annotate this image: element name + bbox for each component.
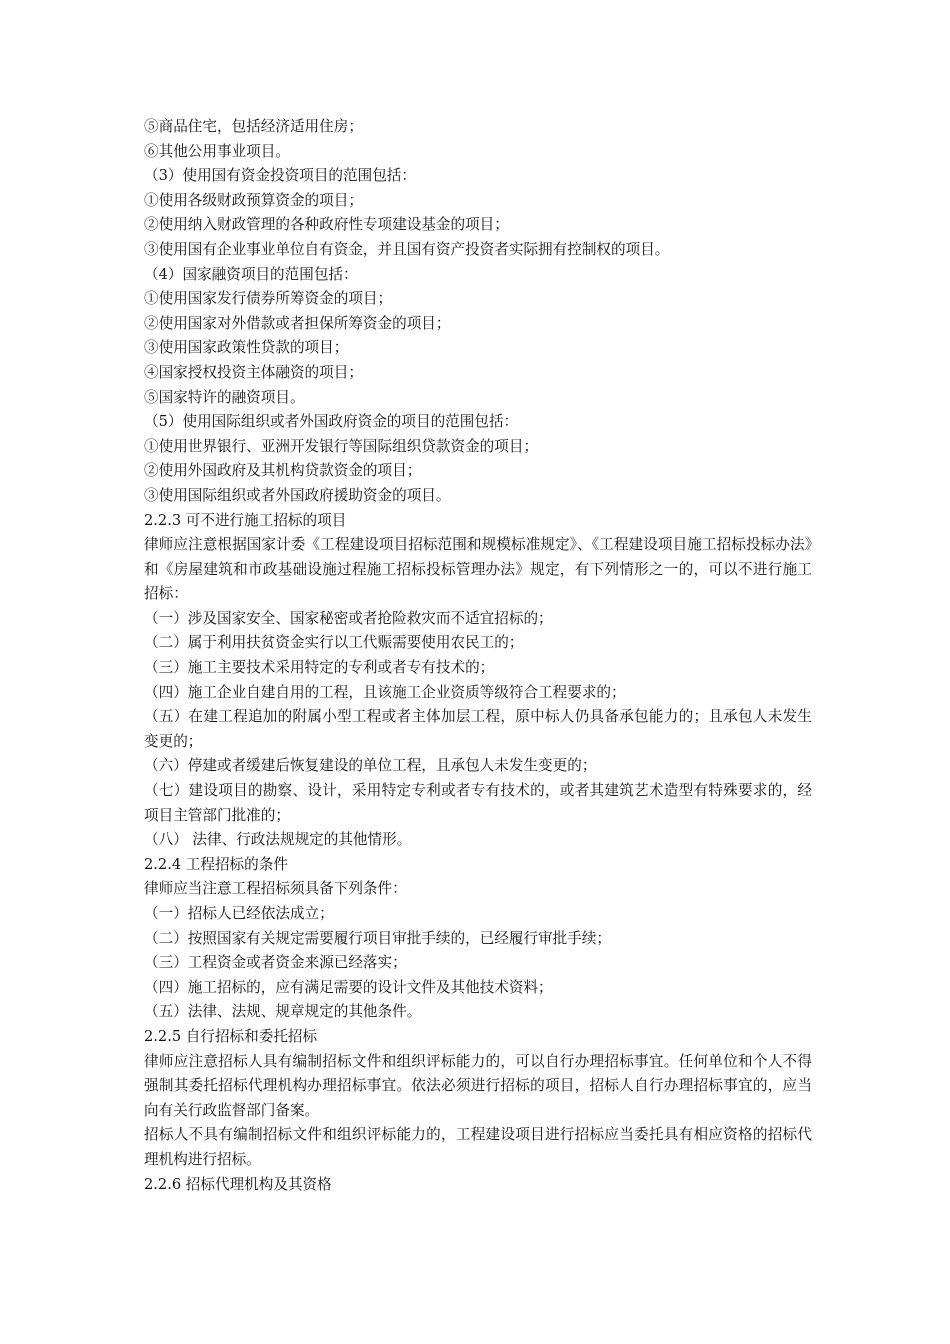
list-item: （一）招标人已经依法成立； [144,905,334,922]
list-item: （二）按照国家有关规定需要履行项目审批手续的，已经履行审批手续； [144,929,612,947]
list-item: ①使用国家发行债券所筹资金的项目； [144,290,393,308]
section-heading: 2.2.5 自行招标和委托招标 [144,1027,318,1045]
list-item: ④国家授权投资主体融资的项目； [144,363,363,381]
subsection-heading: （3）使用国有资金投资项目的范围包括： [144,167,416,185]
list-item: （八） 法律、行政法规规定的其他情形。 [144,831,412,849]
list-item: ⑤商品住宅，包括经济适用住房； [144,118,363,135]
list-item: ①使用各级财政预算资金的项目； [144,191,363,209]
document-page [144,115,812,1197]
paragraph: 律师应注意招标人具有编制招标文件和组织评标能力的，可以自行办理招标事宜。任何单位和个人不得强制其委托招标代理机构办理招标事宜。依法必须进行招标的项目，招标人自行办理招标事宜的，应当向有关行政监督部门备案。 [144,1052,812,1119]
list-item: （三）施工主要技术采用特定的专利或者专有技术的； [144,659,495,677]
list-item: ②使用纳入财政管理的各种政府性专项建设基金的项目； [144,216,509,234]
section-heading: 2.2.4 工程招标的条件 [144,855,288,873]
list-item: （五）在建工程追加的附属小型工程或者主体加层工程，原中标人仍具备承包能力的；且承包人未发生变更的； [144,708,812,750]
subsection-heading: （5）使用国际组织或者外国政府资金的项目的范围包括： [144,413,519,431]
list-item: ③使用国家政策性贷款的项目； [144,339,349,357]
list-item: （七）建设项目的勘察、设计，采用特定专利或者专有技术的，或者其建筑艺术造型有特殊要求的，经项目主管部门批准的； [144,782,812,824]
section-heading: 2.2.3 可不进行施工招标的项目 [144,511,347,529]
list-item: （一）涉及国家安全、国家秘密或者抢险救灾而不适宜招标的； [144,609,553,627]
paragraph: 招标人不具有编制招标文件和组织评标能力的，工程建设项目进行招标应当委托具有相应资格的招标代理机构进行招标。 [144,1126,812,1168]
section-heading: 2.2.6 招标代理机构及其资格 [144,1175,332,1193]
list-item: ③使用国有企业事业单位自有资金，并且国有资产投资者实际拥有控制权的项目。 [144,240,670,258]
list-item: ②使用国家对外借款或者担保所筹资金的项目； [144,314,451,332]
list-item: ①使用世界银行、亚洲开发银行等国际组织贷款资金的项目； [144,437,539,455]
list-item: ②使用外国政府及其机构贷款资金的项目； [144,462,422,480]
list-item: ⑤国家特许的融资项目。 [144,388,305,406]
list-item: ⑥其他公用事业项目。 [144,142,290,160]
list-item: （三）工程资金或者资金来源已经落实； [144,954,407,972]
list-item: （五）法律、法规、规章规定的其他条件。 [144,1003,422,1021]
list-item: （四）施工招标的，应有满足需要的设计文件及其他技术资料； [144,978,553,996]
paragraph: 律师应注意根据国家计委《工程建设项目招标范围和规模标准规定》、《工程建设项目施工招标投标办法》和《房屋建筑和市政基础设施过程施工招标投标管理办法》规定，有下列情形之一的，可以不进行施工招标： [144,536,812,603]
list-item: （二）属于利用扶贫资金实行以工代赈需要使用农民工的； [144,634,524,652]
paragraph: 律师应当注意工程招标须具备下列条件： [144,880,407,898]
list-item: （四）施工企业自建自用的工程，且该施工企业资质等级符合工程要求的； [144,683,626,701]
list-item: （六）停建或者缓建后恢复建设的单位工程，且承包人未发生变更的； [144,757,597,775]
list-item: ③使用国际组织或者外国政府援助资金的项目。 [144,486,451,504]
subsection-heading: （4）国家融资项目的范围包括： [144,265,358,283]
